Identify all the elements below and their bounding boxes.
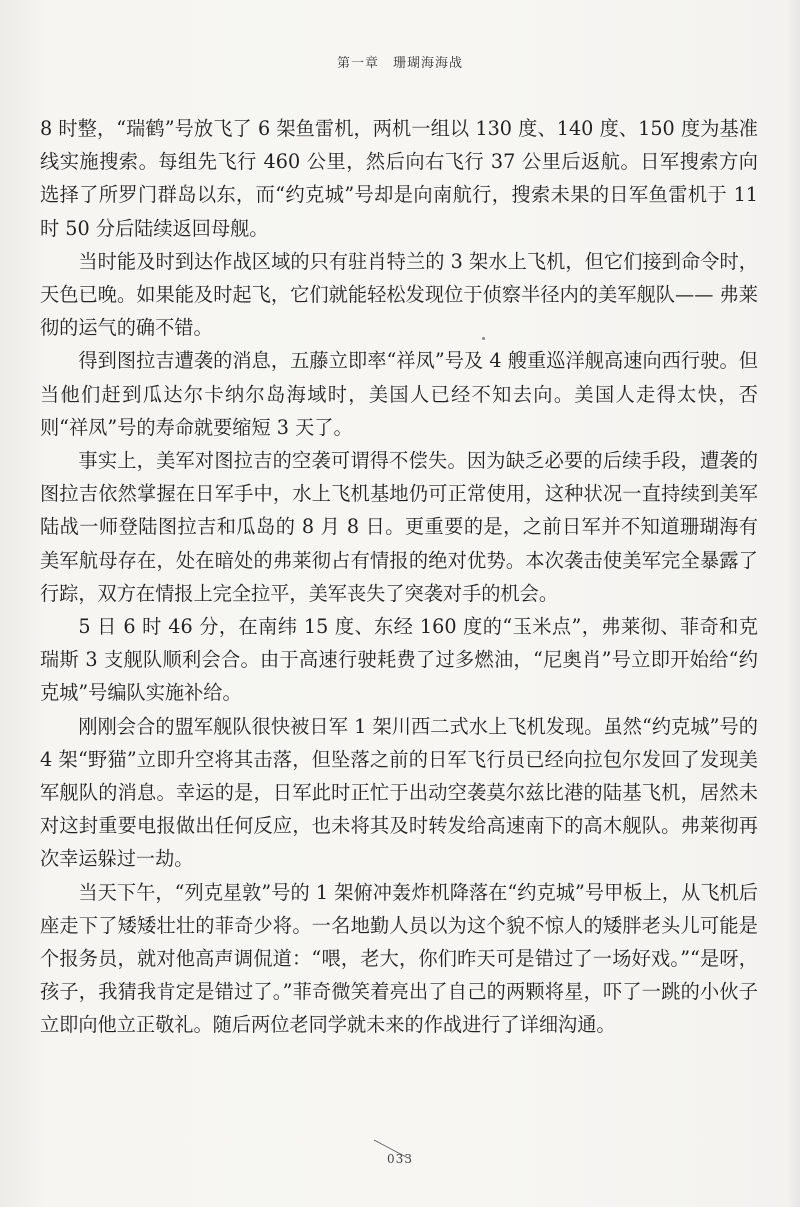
ink-dot — [482, 337, 485, 340]
paragraph-1: 8 时整，“瑞鹤”号放飞了 6 架鱼雷机，两机一组以 130 度、140 度、150 度为基准线实施搜索。每组先飞行 460 公里，然后向右飞行 37 公里后返航。日军搜索方向选择了所罗门群岛以东，而“约克城”号却是向南航行，搜索未果的日军鱼雷机于 11 时 50 分后陆续返回母舰。 — [40, 117, 758, 240]
paragraph-7: 当天下午，“列克星敦”号的 1 架俯冲轰炸机降落在“约克城”号甲板上，从飞机后座走下了矮矮壮壮的菲奇少将。一名地勤人员以为这个貌不惊人的矮胖老头儿可能是个报务员，就对他高声调侃道：“喂，老大，你们昨天可是错过了一场好戏。”“是呀，孩子，我猜我肯定是错过了。”菲奇微笑着亮出了自己的两颗将星，吓了一跳的小伙子立即向他立正敬礼。随后两位老同学就未来的作战进行了详细沟通。 — [40, 880, 758, 1037]
paragraph-4: 事实上，美军对图拉吉的空袭可谓得不偿失。因为缺乏必要的后续手段，遭袭的图拉吉依然掌握在日军手中，水上飞机基地仍可正常使用，这种状况一直持续到美军陆战一师登陆图拉吉和瓜岛的 8 月 8 日。更重要的是，之前日军并不知道珊瑚海有美军航母存在，处在暗处的弗莱彻占有情报的绝对优势。本次袭击使美军完全暴露了行踪，双方在情报上完全拉平，美军丧失了突袭对手的机会。 — [40, 449, 758, 605]
paragraph-3: 得到图拉吉遭袭的消息，五藤立即率“祥凤”号及 4 艘重巡洋舰高速向西行驶。但当他们赶到瓜达尔卡纳尔岛海域时，美国人已经不知去向。美国人走得太快，否则“祥凤”号的寿命就要缩短 3 天了。 — [40, 349, 758, 439]
page-number: 033 — [387, 1152, 413, 1166]
body-text — [40, 112, 758, 1042]
header-title: 珊瑚海海战 — [393, 56, 464, 71]
paragraph-5: 5 日 6 时 46 分，在南纬 15 度、东经 160 度的“玉米点”，弗莱彻、菲奇和克瑞斯 3 支舰队顺利会合。由于高速行驶耗费了过多燃油，“尼奥肖”号立即开始给“约克城”号编队实施补给。 — [40, 615, 758, 705]
paragraph-2: 当时能及时到达作战区域的只有驻肖特兰的 3 架水上飞机，但它们接到命令时，天色已晚。如果能及时起飞，它们就能轻松发现位于侦察半径内的美军舰队—— 弗莱彻的运气的确不错。 — [40, 249, 758, 340]
page-edge-shadow — [786, 0, 800, 1207]
paragraph-6: 刚刚会合的盟军舰队很快被日军 1 架川西二式水上飞机发现。虽然“约克城”号的 4 架“野猫”立即升空将其击落，但坠落之前的日军飞行员已经向拉包尔发回了发现美军舰队的消息。幸运的是，日军此时正忙于出动空袭莫尔兹比港的陆基飞机，居然未对这封重要电报做出任何反应，也未将其及时转发给高速南下的高木舰队。弗莱彻再次幸运躲过一劫。 — [40, 714, 758, 871]
header-chapter: 第一章 — [336, 56, 379, 71]
running-header — [0, 52, 800, 71]
